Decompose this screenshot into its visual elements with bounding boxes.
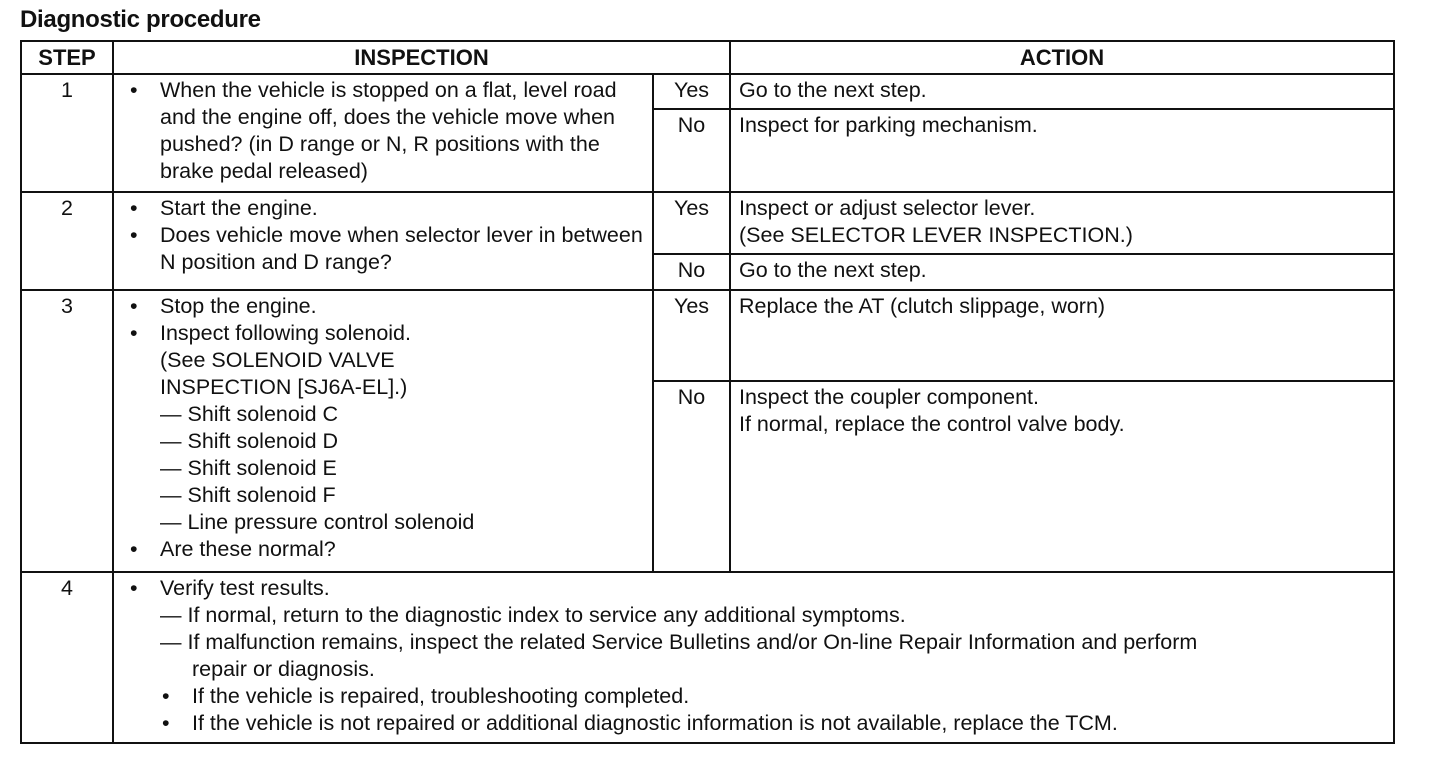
action-no bbox=[730, 381, 1394, 572]
inspection-cell bbox=[113, 290, 653, 572]
inspection-cell bbox=[113, 572, 1394, 743]
header-step: STEP bbox=[21, 41, 113, 74]
solenoid-item: — Shift solenoid D bbox=[160, 429, 339, 453]
yes-label: Yes bbox=[653, 192, 730, 254]
sub-bullet-item: • If the vehicle is not repaired or additional diagnostic information is not available, replace the TCM. bbox=[130, 710, 1387, 737]
inspection-item: • When the vehicle is stopped on a flat, level road and the engine off, does the vehicle move when pushed? (in D range or N, R positions with the brake pedal released) bbox=[130, 77, 646, 185]
no-label: No bbox=[653, 254, 730, 290]
step-number: 4 bbox=[21, 572, 113, 743]
step-number: 3 bbox=[21, 290, 113, 572]
action-line: (See SELECTOR LEVER INSPECTION.) bbox=[739, 223, 1133, 247]
table-row bbox=[21, 572, 1394, 743]
action-line: Inspect or adjust selector lever. bbox=[739, 196, 1036, 220]
no-label: No bbox=[653, 109, 730, 192]
inspection-item: • Does vehicle move when selector lever in between N position and D range? bbox=[130, 222, 646, 276]
see-reference: (See SOLENOID VALVE bbox=[160, 348, 395, 372]
solenoid-item: — Line pressure control solenoid bbox=[160, 510, 475, 534]
header-row bbox=[21, 41, 1394, 74]
action-no: Inspect for parking mechanism. bbox=[730, 109, 1394, 192]
table-row bbox=[21, 290, 1394, 381]
inspection-cell bbox=[113, 192, 653, 290]
page-title: Diagnostic procedure bbox=[20, 6, 261, 33]
table-row bbox=[21, 74, 1394, 109]
solenoid-item: — Shift solenoid F bbox=[160, 483, 336, 507]
step-number: 1 bbox=[21, 74, 113, 192]
sub-bullet-item: • If the vehicle is repaired, troubleshooting completed. bbox=[130, 683, 1387, 710]
solenoid-item: — Shift solenoid C bbox=[160, 402, 339, 426]
inspection-item: • Stop the engine. bbox=[130, 293, 646, 320]
action-yes: Replace the AT (clutch slippage, worn) bbox=[730, 290, 1394, 381]
dash-item: — If normal, return to the diagnostic index to service any additional symptoms. bbox=[160, 603, 906, 627]
dash-item: — If malfunction remains, inspect the related Service Bulletins and/or On-line Repair Information and perform bbox=[160, 630, 1198, 654]
step-number: 2 bbox=[21, 192, 113, 290]
diagnostic-table bbox=[20, 40, 1395, 744]
yes-label: Yes bbox=[653, 74, 730, 109]
action-no: Go to the next step. bbox=[730, 254, 1394, 290]
no-label: No bbox=[653, 381, 730, 572]
inspection-cell bbox=[113, 74, 653, 192]
see-reference: INSPECTION [SJ6A-EL].) bbox=[160, 375, 408, 399]
inspection-item: • Start the engine. bbox=[130, 195, 646, 222]
action-line: If normal, replace the control valve body. bbox=[739, 412, 1125, 436]
inspection-item: • Verify test results. bbox=[130, 575, 1387, 602]
yes-label: Yes bbox=[653, 290, 730, 381]
action-line: Inspect the coupler component. bbox=[739, 385, 1039, 409]
solenoid-item: — Shift solenoid E bbox=[160, 456, 337, 480]
action-yes bbox=[730, 192, 1394, 254]
inspection-item: • Inspect following solenoid. bbox=[130, 320, 646, 347]
dash-item-continued: repair or diagnosis. bbox=[192, 657, 375, 681]
table-row bbox=[21, 192, 1394, 254]
header-action: ACTION bbox=[730, 41, 1394, 74]
inspection-item: • Are these normal? bbox=[130, 536, 646, 563]
action-yes: Go to the next step. bbox=[730, 74, 1394, 109]
header-inspection: INSPECTION bbox=[113, 41, 730, 74]
